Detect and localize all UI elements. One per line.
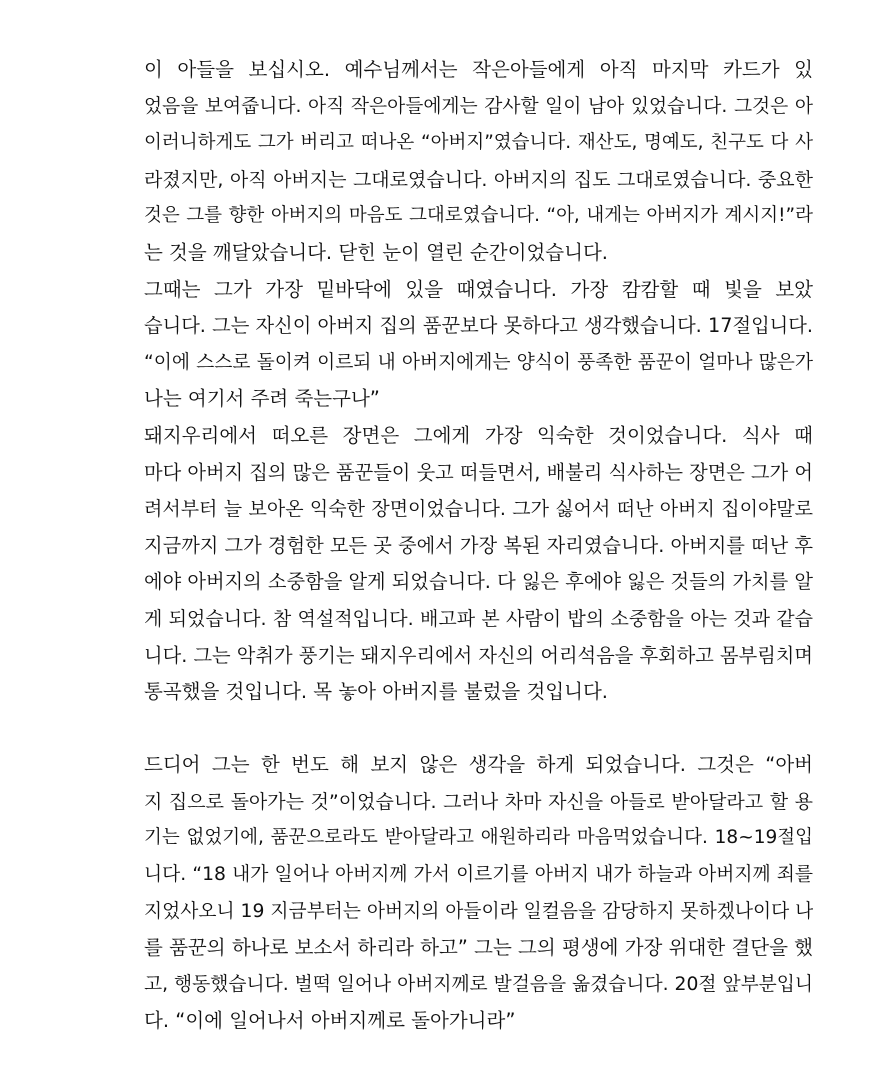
text-line: 통곡했을 것입니다. 목 놓아 아버지를 불렀을 것입니다. (144, 680, 609, 704)
text-line: 에야 아버지의 소중함을 알게 되었습니다. 다 잃은 후에야 잃은 것들의 가치를 알 (144, 570, 813, 594)
text-line: 었음을 보여줍니다. 아직 작은아들에게는 감사할 일이 남아 있었습니다. 그것은 아 (144, 95, 813, 117)
text-line: 니다. “18 내가 일어나 아버지께 가서 이르기를 아버지 내가 하늘과 아버지께 죄를 (144, 864, 813, 886)
text-line: 를 품꾼의 하나로 보소서 하리라 하고” 그는 그의 평생에 가장 위대한 결단을 했 (144, 936, 813, 960)
paragraph-3 (61, 418, 813, 711)
text-line: 고, 행동했습니다. 벌떡 일어나 아버지께로 발걸음을 옮겼습니다. 20절 앞부분입니 (144, 973, 813, 995)
paragraph-1 (61, 52, 813, 272)
text-line: 습니다. 그는 자신이 아버지 집의 품꾼보다 못하다고 생각했습니다. 17절입니다. (144, 314, 813, 338)
text-line: 그때는 그가 가장 밑바닥에 있을 때였습니다. 가장 캄캄할 때 빛을 보았 (144, 277, 813, 301)
text-line: 다. “이에 일어나서 아버지께로 돌아가니라” (144, 1009, 516, 1033)
text-line: 지었사오니 19 지금부터는 아버지의 아들이라 일컬음을 감당하지 못하겠나이다 나 (144, 900, 813, 922)
paragraph-spacer (61, 711, 813, 748)
text-line: 는 것을 깨달았습니다. 닫힌 눈이 열린 순간이었습니다. (144, 240, 609, 264)
body-text (61, 52, 813, 1040)
text-line: 라졌지만, 아직 아버지는 그대로였습니다. 아버지의 집도 그대로였습니다. 중요한 (144, 168, 813, 191)
text-line: 이러니하게도 그가 버리고 떠나온 “아버지”였습니다. 재산도, 명예도, 친구도 다 사 (144, 132, 813, 154)
text-line: 이 아들을 보십시오. 예수님께서는 작은아들에게 아직 마지막 카드가 있 (144, 58, 813, 81)
text-line: 마다 아버지 집의 많은 품꾼들이 웃고 떠들면서, 배불리 식사하는 장면은 그가 어 (144, 460, 813, 484)
text-line: 드디어 그는 한 번도 해 보지 않은 생각을 하게 되었습니다. 그것은 “아버 (144, 753, 813, 777)
text-line: 지 집으로 돌아가는 것”이었습니다. 그러나 차마 자신을 아들로 받아달라고 할 용 (144, 790, 813, 813)
text-line: 것은 그를 향한 아버지의 마음도 그대로였습니다. “아, 내게는 아버지가 계시지!”라 (144, 205, 813, 227)
text-line: 려서부터 늘 보아온 익숙한 장면이었습니다. 그가 싫어서 떠난 아버지 집이야말로 (144, 498, 813, 521)
text-line: 니다. 그는 악취가 풍기는 돼지우리에서 자신의 어리석음을 후회하고 몸부림치며 (144, 643, 813, 667)
text-line: 기는 없었기에, 품꾼으로라도 받아달라고 애원하리라 마음먹었습니다. 18~19절입 (144, 827, 813, 849)
paragraph-4 (61, 747, 813, 1040)
text-line: 지금까지 그가 경험한 모든 곳 중에서 가장 복된 자리였습니다. 아버지를 떠난 후 (144, 533, 813, 557)
text-line: 돼지우리에서 떠오른 장면은 그에게 가장 익숙한 것이었습니다. 식사 때 (144, 423, 813, 447)
text-line: 나는 여기서 주려 죽는구나” (144, 387, 380, 411)
text-line: “이에 스스로 돌이켜 이르되 내 아버지에게는 양식이 풍족한 품꾼이 얼마나 많은가 (144, 351, 813, 373)
text-line: 게 되었습니다. 참 역설적입니다. 배고파 본 사람이 밥의 소중함을 아는 것과 같습 (144, 607, 813, 630)
paragraph-2 (61, 272, 813, 418)
